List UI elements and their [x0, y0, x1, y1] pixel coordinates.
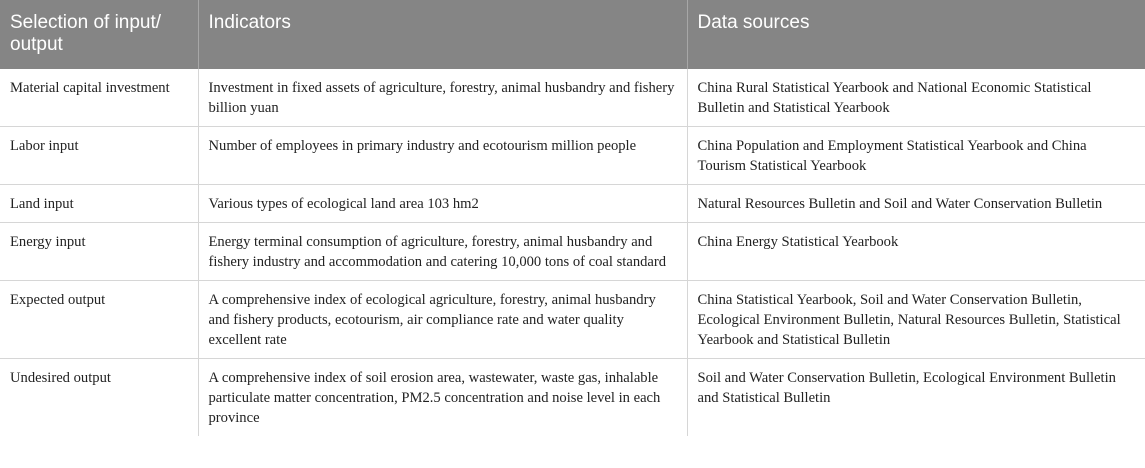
cell-sources: China Population and Employment Statistical Yearbook and China Tourism Statistical Yearbook: [687, 127, 1145, 185]
cell-sources: China Statistical Yearbook, Soil and Water Conservation Bulletin, Ecological Environment Bulletin, Natural Resources Bulletin, Statistical Yearbook and Statistical Bulletin: [687, 281, 1145, 359]
cell-selection: Expected output: [0, 281, 198, 359]
cell-selection: Land input: [0, 185, 198, 223]
header-data-sources: Data sources: [687, 0, 1145, 69]
table-row: [0, 185, 1145, 223]
cell-indicators: Investment in fixed assets of agriculture, forestry, animal husbandry and fishery billion yuan: [198, 69, 687, 127]
header-row: [0, 0, 1145, 69]
cell-sources: Soil and Water Conservation Bulletin, Ecological Environment Bulletin and Statistical Bulletin: [687, 359, 1145, 437]
cell-sources: China Energy Statistical Yearbook: [687, 223, 1145, 281]
table-row: [0, 69, 1145, 127]
cell-sources: Natural Resources Bulletin and Soil and Water Conservation Bulletin: [687, 185, 1145, 223]
table-row: [0, 281, 1145, 359]
cell-indicators: A comprehensive index of soil erosion area, wastewater, waste gas, inhalable particulate matter concentration, PM2.5 concentration and noise level in each province: [198, 359, 687, 437]
cell-selection: Energy input: [0, 223, 198, 281]
table-row: [0, 127, 1145, 185]
table-header: [0, 0, 1145, 69]
table-body: [0, 69, 1145, 436]
cell-selection: Undesired output: [10, 370, 111, 386]
cell-indicators: A comprehensive index of ecological agriculture, forestry, animal husbandry and fishery products, ecotourism, air compliance rate and water quality excellent rate: [198, 281, 687, 359]
header-indicators: Indicators: [198, 0, 687, 69]
header-selection: Selection of input/ output: [0, 0, 198, 69]
table-row: [0, 223, 1145, 281]
cell-sources: China Rural Statistical Yearbook and National Economic Statistical Bulletin and Statistical Yearbook: [687, 69, 1145, 127]
cell-selection: Labor input: [0, 127, 198, 185]
cell-selection: Material capital investment: [0, 69, 198, 127]
cell-indicators: Energy terminal consumption of agriculture, forestry, animal husbandry and fishery industry and accommodation and catering 10,000 tons of coal standard: [198, 223, 687, 281]
cell-indicators: Various types of ecological land area 103 hm2: [198, 185, 687, 223]
cell-indicators: Number of employees in primary industry and ecotourism million people: [198, 127, 687, 185]
table-row: [0, 359, 1145, 437]
